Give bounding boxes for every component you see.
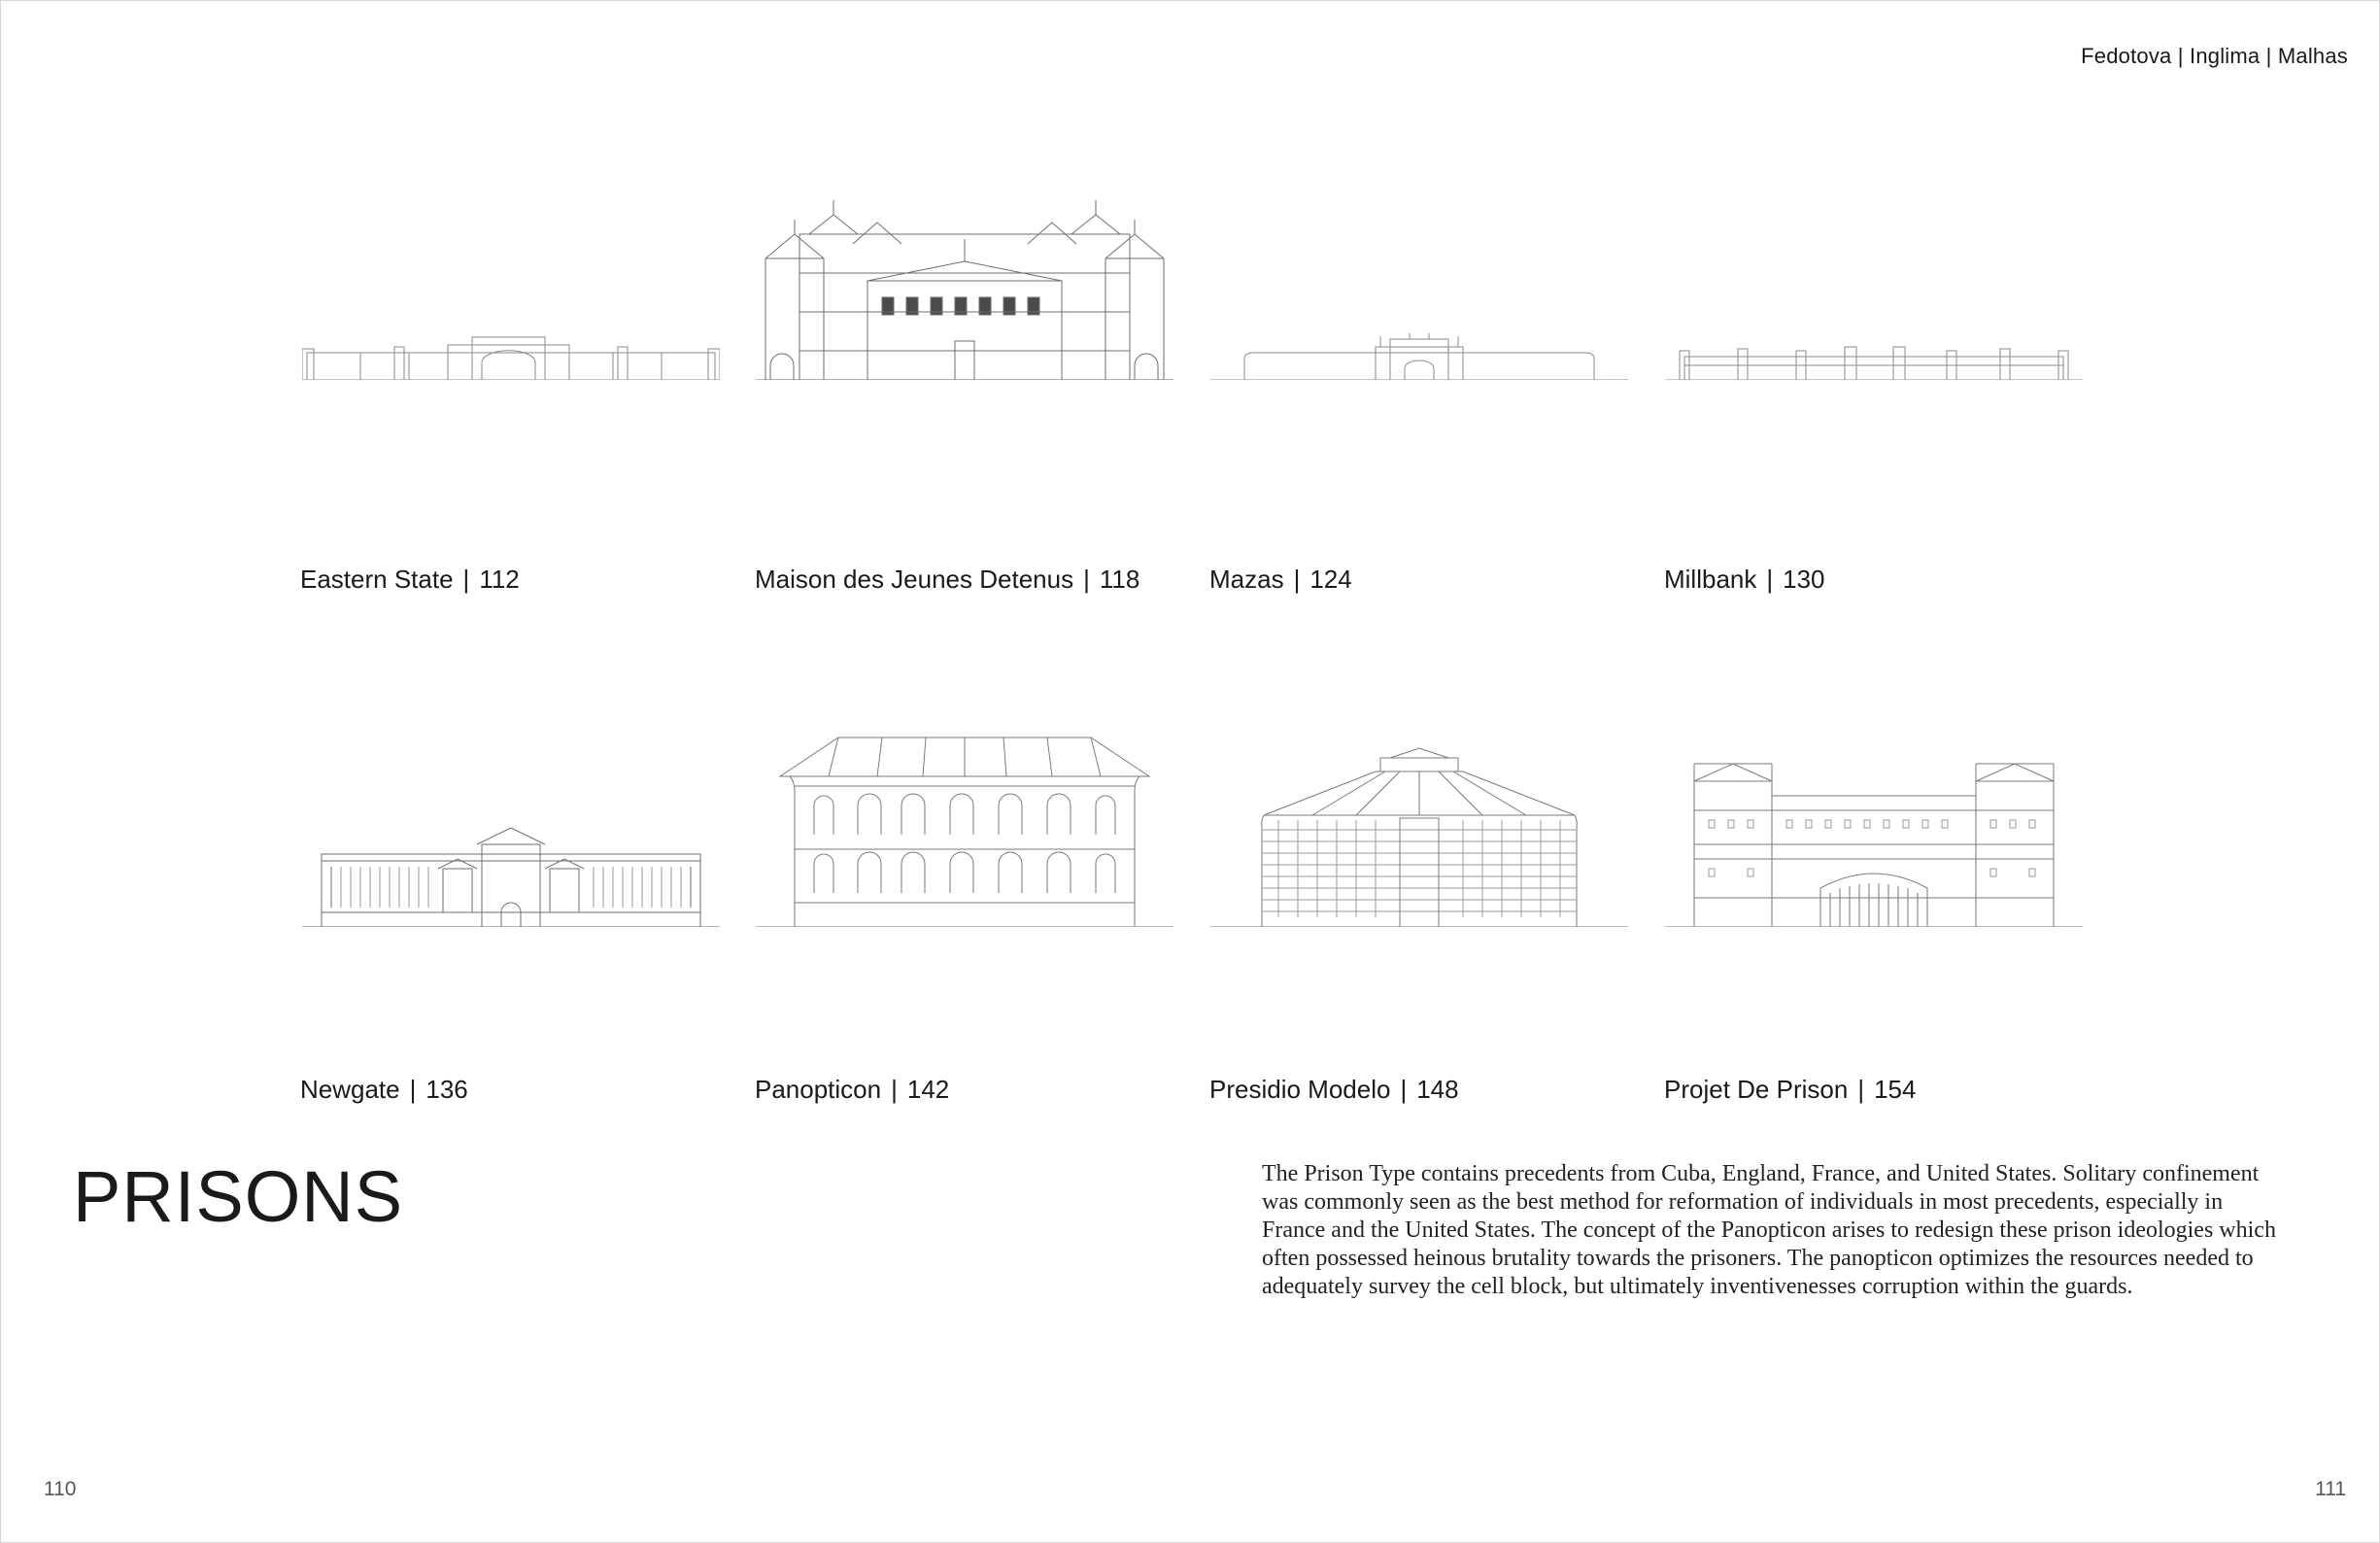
precedent-name: Panopticon (755, 1075, 882, 1104)
elevation-newgate (302, 713, 720, 927)
caption-separator: | (1400, 1075, 1408, 1104)
page-number-left: 110 (44, 1478, 77, 1500)
caption-separator: | (1766, 565, 1774, 594)
precedent-page: 118 (1099, 565, 1140, 594)
precedent-caption-6 (755, 1075, 949, 1105)
authors-header: Fedotova | Inglima | Malhas (2081, 44, 2348, 68)
caption-separator: | (891, 1075, 898, 1104)
precedent-page: 148 (1416, 1075, 1459, 1104)
caption-separator: | (462, 565, 470, 594)
section-title: PRISONS (73, 1156, 404, 1237)
caption-separator: | (409, 1075, 417, 1104)
elevation-millbank (1665, 166, 2083, 380)
precedent-caption-7 (1209, 1075, 1459, 1105)
precedent-caption-2 (755, 565, 1139, 595)
elevation-presidio-modelo (1210, 713, 1628, 927)
precedent-caption-3 (1209, 565, 1352, 595)
precedent-name: Mazas (1209, 565, 1284, 594)
elevation-eastern-state (302, 166, 720, 380)
precedent-caption-4 (1664, 565, 1825, 595)
page-number-right: 111 (2315, 1478, 2346, 1500)
section-description: The Prison Type contains precedents from Cuba, England, France, and United States. Solitary confinement was commonly seen as the best method for reformation of individuals in most precedents, especially in France and the United States. The concept of the Panopticon arises to redesign these prison ideologies which often possessed heinous brutality towards the prisoners. The panopticon optimizes the resources needed to adequately survey the cell block, but ultimately inventivenesses corruption within the guards. (1262, 1161, 2276, 1299)
caption-separator: | (1857, 1075, 1865, 1104)
precedent-name: Presidio Modelo (1209, 1075, 1391, 1104)
precedent-name: Projet De Prison (1664, 1075, 1849, 1104)
precedent-name: Millbank (1664, 565, 1757, 594)
precedent-page: 142 (906, 1075, 950, 1104)
precedent-caption-1 (300, 565, 520, 595)
precedent-name: Eastern State (300, 565, 454, 594)
precedent-page: 124 (1309, 565, 1352, 594)
caption-separator: | (1293, 565, 1301, 594)
elevation-projet-de-prison (1665, 713, 2083, 927)
elevation-panopticon (756, 713, 1173, 927)
precedent-page: 136 (425, 1075, 468, 1104)
precedent-page: 130 (1783, 565, 1825, 594)
precedent-caption-8 (1664, 1075, 1916, 1105)
elevation-mazas (1210, 166, 1628, 380)
precedent-name: Newgate (300, 1075, 400, 1104)
precedent-page: 154 (1874, 1075, 1917, 1104)
precedent-page: 112 (479, 565, 520, 594)
caption-separator: | (1083, 565, 1090, 594)
precedent-caption-5 (300, 1075, 468, 1105)
precedent-name: Maison des Jeunes Detenus (755, 565, 1074, 594)
elevation-maison-des-jeunes-detenus (756, 166, 1173, 380)
